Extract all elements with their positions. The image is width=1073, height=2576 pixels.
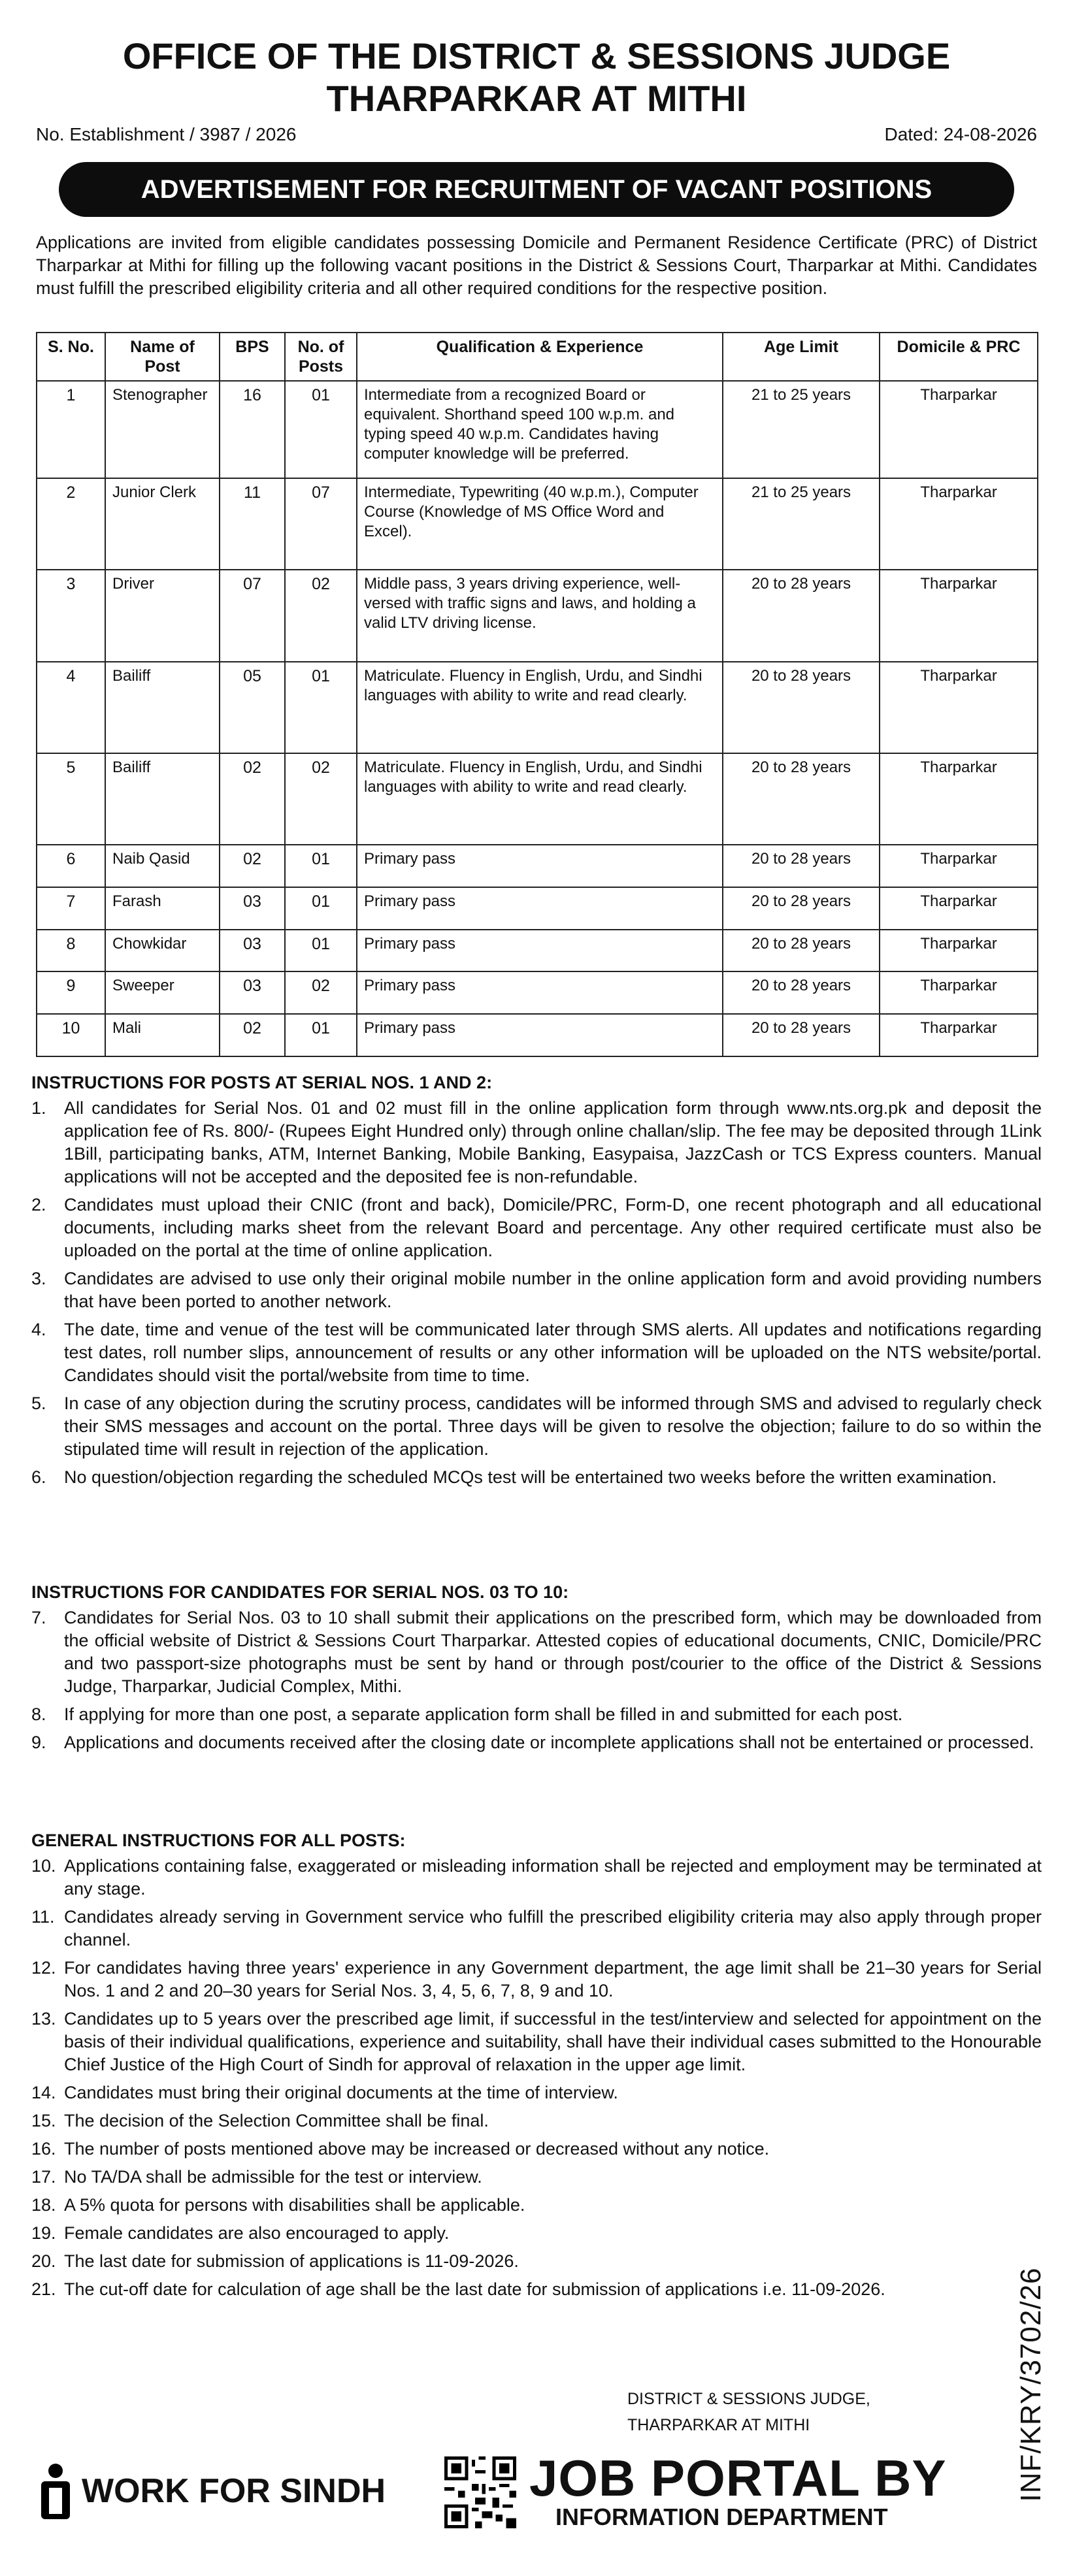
- cell-post: Chowkidar: [105, 930, 220, 972]
- instruction-item: [31, 1906, 1042, 1951]
- instruction-item: [31, 2250, 1042, 2273]
- header-bps: BPS: [220, 333, 285, 381]
- cell-qualification: Matriculate. Fluency in English, Urdu, and Sindhi languages with ability to write and read clearly.: [357, 753, 723, 845]
- cell-post: Bailiff: [105, 662, 220, 753]
- advert-code: [1012, 2247, 1051, 2522]
- cell-domicile: Tharparkar: [880, 662, 1038, 753]
- cell-qualification: Intermediate, Typewriting (40 w.p.m.), Computer Course (Knowledge of MS Office Word and Excel).: [357, 478, 723, 570]
- cell-posts: 01: [285, 887, 357, 930]
- instruction-item: [31, 1392, 1042, 1461]
- instruction-item: [31, 1097, 1042, 1188]
- table-row: [37, 662, 1038, 753]
- cell-age: 21 to 25 years: [723, 381, 880, 478]
- cell-sno: 4: [37, 662, 105, 753]
- instruction-text: Applications containing false, exaggerated or misleading information shall be rejected and employment may be terminated at any stage.: [64, 1856, 1042, 1899]
- table-row: [37, 845, 1038, 887]
- instruction-text: Applications and documents received after the closing date or incomplete applications shall not be entertained or processed.: [64, 1733, 1034, 1752]
- instruction-number: 18.: [31, 2195, 56, 2215]
- cell-domicile: Tharparkar: [880, 753, 1038, 845]
- section-title: INSTRUCTIONS FOR POSTS AT SERIAL NOS. 1 AND 2:: [31, 1073, 493, 1092]
- table-row: [37, 381, 1038, 478]
- cell-sno: 9: [37, 971, 105, 1014]
- cell-age: 20 to 28 years: [723, 887, 880, 930]
- instruction-item: [31, 2166, 1042, 2189]
- cell-bps: 03: [220, 887, 285, 930]
- instructions-section-2: [31, 1581, 1042, 1759]
- cell-age: 20 to 28 years: [723, 1014, 880, 1056]
- cell-domicile: Tharparkar: [880, 1014, 1038, 1056]
- table-header-row: [37, 333, 1038, 381]
- qr-code-icon: [444, 2456, 516, 2528]
- cell-qualification: Primary pass: [357, 845, 723, 887]
- cell-qualification: Primary pass: [357, 930, 723, 972]
- table-row: [37, 1014, 1038, 1056]
- instruction-item: [31, 1267, 1042, 1313]
- cell-post: Stenographer: [105, 381, 220, 478]
- instruction-text: Candidates up to 5 years over the prescribed age limit, if successful in the test/interview and selected for appointment on the basis of their individual qualifications, experience and suitability, shall have their individual cases submitted to the Honourable Chief Justice of the High Court of Sindh for approval of relaxation in the upper age limit.: [64, 2009, 1042, 2074]
- cell-post: Driver: [105, 570, 220, 661]
- cell-qualification: Primary pass: [357, 1014, 723, 1056]
- intro-paragraph: Applications are invited from eligible candidates possessing Domicile and Permanent Residence Certificate (PRC) of District Tharparkar at Mithi for filling up the following vacant positions in the District & Sessions Court, Tharparkar at Mithi. Candidates must fulfill the prescribed eligibility criteria and all other required conditions for the respective position.: [36, 233, 1037, 298]
- signature-line2: THARPARKAR AT MITHI: [627, 2416, 810, 2434]
- cell-sno: 1: [37, 381, 105, 478]
- cell-age: 20 to 28 years: [723, 845, 880, 887]
- cell-age: 20 to 28 years: [723, 570, 880, 661]
- cell-posts: 01: [285, 845, 357, 887]
- signature-block: [627, 2386, 902, 2438]
- cell-domicile: Tharparkar: [880, 887, 1038, 930]
- section-title: GENERAL INSTRUCTIONS FOR ALL POSTS:: [31, 1831, 406, 1850]
- instruction-text: In case of any objection during the scrutiny process, candidates will be informed through SMS and advised to regularly check their SMS messages and account on the portal. Three days will be given to resolve the objection; failure to do so within the stipulated time will result in rejection of the application.: [64, 1394, 1042, 1459]
- cell-qualification: Matriculate. Fluency in English, Urdu, and Sindhi languages with ability to write and read clearly.: [357, 662, 723, 753]
- instruction-text: Female candidates are also encouraged to apply.: [64, 2223, 450, 2243]
- cell-sno: 8: [37, 930, 105, 972]
- instruction-item: [31, 2081, 1042, 2104]
- header-age: Age Limit: [723, 333, 880, 381]
- cell-post: Mali: [105, 1014, 220, 1056]
- section-title: INSTRUCTIONS FOR CANDIDATES FOR SERIAL NOS. 03 TO 10:: [31, 1582, 569, 1602]
- instruction-text: No TA/DA shall be admissible for the test or interview.: [64, 2167, 482, 2187]
- instruction-item: [31, 1466, 1042, 1489]
- reference-number: No. Establishment / 3987 / 2026: [36, 124, 297, 144]
- instruction-text: Candidates must bring their original documents at the time of interview.: [64, 2083, 618, 2102]
- instruction-item: [31, 1606, 1042, 1698]
- job-portal-logo: [529, 2451, 1000, 2530]
- cell-age: 20 to 28 years: [723, 930, 880, 972]
- header-post: Name of Post: [105, 333, 220, 381]
- instruction-number: 2.: [31, 1195, 46, 1215]
- instruction-number: 8.: [31, 1704, 46, 1724]
- signature-line1: DISTRICT & SESSIONS JUDGE,: [627, 2390, 870, 2408]
- instruction-number: 4.: [31, 1320, 46, 1339]
- cell-posts: 01: [285, 381, 357, 478]
- cell-posts: 02: [285, 753, 357, 845]
- cell-bps: 02: [220, 1014, 285, 1056]
- instruction-text: Candidates already serving in Government service who fulfill the prescribed eligibility criteria may also apply through proper channel.: [64, 1907, 1042, 1949]
- worker-figure-icon: [36, 2462, 75, 2520]
- instruction-item: [31, 2194, 1042, 2217]
- advert-code-text: INF/KRY/3702/26: [1015, 2267, 1047, 2502]
- instruction-text: No question/objection regarding the scheduled MCQs test will be entertained two weeks before the written examination.: [64, 1467, 997, 1487]
- cell-post: Bailiff: [105, 753, 220, 845]
- cell-sno: 2: [37, 478, 105, 570]
- table-row: [37, 971, 1038, 1014]
- instruction-text: For candidates having three years' experience in any Government department, the age limit shall be 21–30 years for Serial Nos. 1 and 2 and 20–30 years for Serial Nos. 3, 4, 5, 6, 7, 8, 9 and 10.: [64, 1958, 1042, 2000]
- instruction-number: 7.: [31, 1608, 46, 1627]
- instruction-item: [31, 1194, 1042, 1262]
- instruction-number: 13.: [31, 2009, 56, 2029]
- cell-domicile: Tharparkar: [880, 381, 1038, 478]
- instruction-text: The decision of the Selection Committee shall be final.: [64, 2111, 489, 2130]
- instruction-item: [31, 1957, 1042, 2002]
- cell-sno: 6: [37, 845, 105, 887]
- cell-posts: 01: [285, 1014, 357, 1056]
- cell-posts: 01: [285, 930, 357, 972]
- instruction-number: 14.: [31, 2083, 56, 2102]
- cell-qualification: Primary pass: [357, 887, 723, 930]
- instruction-number: 3.: [31, 1269, 46, 1288]
- instruction-text: The last date for submission of applications is 11-09-2026.: [64, 2251, 519, 2271]
- instruction-number: 1.: [31, 1098, 46, 1118]
- cell-post: Farash: [105, 887, 220, 930]
- cell-domicile: Tharparkar: [880, 478, 1038, 570]
- instruction-text: The number of posts mentioned above may be increased or decreased without any notice.: [64, 2139, 770, 2159]
- office-title-line1: OFFICE OF THE DISTRICT & SESSIONS JUDGE: [122, 35, 951, 76]
- instruction-number: 9.: [31, 1733, 46, 1752]
- header-sno: S. No.: [37, 333, 105, 381]
- cell-sno: 7: [37, 887, 105, 930]
- table-row: [37, 753, 1038, 845]
- instruction-item: [31, 2138, 1042, 2160]
- cell-bps: 11: [220, 478, 285, 570]
- office-title-line2: THARPARKAR AT MITHI: [326, 78, 747, 119]
- cell-bps: 02: [220, 753, 285, 845]
- cell-domicile: Tharparkar: [880, 971, 1038, 1014]
- table-row: [37, 887, 1038, 930]
- instruction-text: All candidates for Serial Nos. 01 and 02 must fill in the online application form through www.nts.org.pk and deposit the application fee of Rs. 800/- (Rupees Eight Hundred only) through online challan/slip. The fee may be deposited through 1Link 1Bill, participating banks, ATM, Internet Banking, Mobile Banking, Easypaisa, JazzCash or TCS Express counters. Manual applications will not be accepted and the deposited fee is non-refundable.: [64, 1098, 1042, 1186]
- cell-post: Sweeper: [105, 971, 220, 1014]
- table-row: [37, 930, 1038, 972]
- instruction-item: [31, 1703, 1042, 1726]
- cell-bps: 03: [220, 971, 285, 1014]
- instruction-number: 21.: [31, 2279, 56, 2299]
- cell-posts: 01: [285, 662, 357, 753]
- instruction-item: [31, 2008, 1042, 2076]
- cell-sno: 10: [37, 1014, 105, 1056]
- instruction-text: Candidates for Serial Nos. 03 to 10 shall submit their applications on the prescribed form, which may be downloaded from the official website of District & Sessions Court Tharparkar. Attested copies of educational documents, CNIC, Domicile/PRC and two passport-size photographs must be sent by hand or through post/courier to the office of the District & Sessions Judge, Tharparkar, Judicial Complex, Mithi.: [64, 1608, 1042, 1696]
- instruction-number: 6.: [31, 1467, 46, 1487]
- cell-bps: 03: [220, 930, 285, 972]
- instruction-number: 15.: [31, 2111, 56, 2130]
- header-posts: No. of Posts: [285, 333, 357, 381]
- cell-qualification: Primary pass: [357, 971, 723, 1014]
- date-text: Dated: 24-08-2026: [884, 124, 1037, 144]
- header-qualification: Qualification & Experience: [357, 333, 723, 381]
- cell-age: 20 to 28 years: [723, 753, 880, 845]
- cell-age: 20 to 28 years: [723, 662, 880, 753]
- instruction-item: [31, 2222, 1042, 2245]
- instruction-number: 19.: [31, 2223, 56, 2243]
- instructions-section-3: [31, 1829, 1042, 2306]
- advertisement-banner: ADVERTISEMENT FOR RECRUITMENT OF VACANT POSITIONS: [59, 162, 1014, 217]
- cell-bps: 07: [220, 570, 285, 661]
- instruction-number: 20.: [31, 2251, 56, 2271]
- work-for-sindh-text: WORK FOR SINDH: [82, 2472, 386, 2510]
- instruction-number: 12.: [31, 1958, 56, 1978]
- cell-post: Naib Qasid: [105, 845, 220, 887]
- instruction-number: 16.: [31, 2139, 56, 2159]
- instruction-text: A 5% quota for persons with disabilities shall be applicable.: [64, 2195, 525, 2215]
- cell-posts: 02: [285, 570, 357, 661]
- instruction-number: 11.: [31, 1907, 55, 1927]
- table-row: [37, 570, 1038, 661]
- instruction-text: If applying for more than one post, a separate application form shall be filled in and submitted for each post.: [64, 1704, 903, 1724]
- instruction-text: The cut-off date for calculation of age shall be the last date for submission of applications i.e. 11-09-2026.: [64, 2279, 885, 2299]
- instruction-item: [31, 2110, 1042, 2132]
- instruction-number: 17.: [31, 2167, 56, 2187]
- table-row: [37, 478, 1038, 570]
- work-for-sindh-logo: [36, 2462, 386, 2520]
- cell-sno: 3: [37, 570, 105, 661]
- instruction-item: [31, 1318, 1042, 1387]
- cell-qualification: Intermediate from a recognized Board or equivalent. Shorthand speed 100 w.p.m. and typing speed 40 w.p.m. Candidates having computer knowledge will be preferred.: [357, 381, 723, 478]
- instruction-text: Candidates are advised to use only their original mobile number in the online application form and avoid providing numbers that have been ported to another network.: [64, 1269, 1042, 1311]
- instruction-text: The date, time and venue of the test will be communicated later through SMS alerts. All updates and notifications regarding test dates, roll number slips, announcement of results or any other information will be uploaded on the NTS website/portal. Candidates should visit the portal/website from time to time.: [64, 1320, 1042, 1385]
- cell-domicile: Tharparkar: [880, 845, 1038, 887]
- job-portal-title: JOB PORTAL BY: [529, 2449, 947, 2507]
- cell-bps: 16: [220, 381, 285, 478]
- information-department-text: INFORMATION DEPARTMENT: [555, 2503, 888, 2530]
- instruction-number: 10.: [31, 1856, 56, 1876]
- posts-table: [36, 332, 1038, 1057]
- cell-sno: 5: [37, 753, 105, 845]
- cell-domicile: Tharparkar: [880, 570, 1038, 661]
- cell-posts: 02: [285, 971, 357, 1014]
- instructions-section-1: [31, 1071, 1042, 1494]
- instruction-text: Candidates must upload their CNIC (front and back), Domicile/PRC, Form-D, one recent photograph and all educational documents, including marks sheet from the relevant Board and percentage. Any other required certificate must also be uploaded on the portal at the time of online application.: [64, 1195, 1042, 1260]
- cell-bps: 05: [220, 662, 285, 753]
- instruction-item: [31, 1855, 1042, 1900]
- cell-posts: 07: [285, 478, 357, 570]
- instruction-item: [31, 1731, 1042, 1754]
- instruction-number: 5.: [31, 1394, 46, 1413]
- cell-age: 21 to 25 years: [723, 478, 880, 570]
- instruction-item: [31, 2278, 1042, 2301]
- cell-bps: 02: [220, 845, 285, 887]
- header-domicile: Domicile & PRC: [880, 333, 1038, 381]
- cell-post: Junior Clerk: [105, 478, 220, 570]
- cell-qualification: Middle pass, 3 years driving experience, well-versed with traffic signs and laws, and holding a valid LTV driving license.: [357, 570, 723, 661]
- cell-age: 20 to 28 years: [723, 971, 880, 1014]
- cell-domicile: Tharparkar: [880, 930, 1038, 972]
